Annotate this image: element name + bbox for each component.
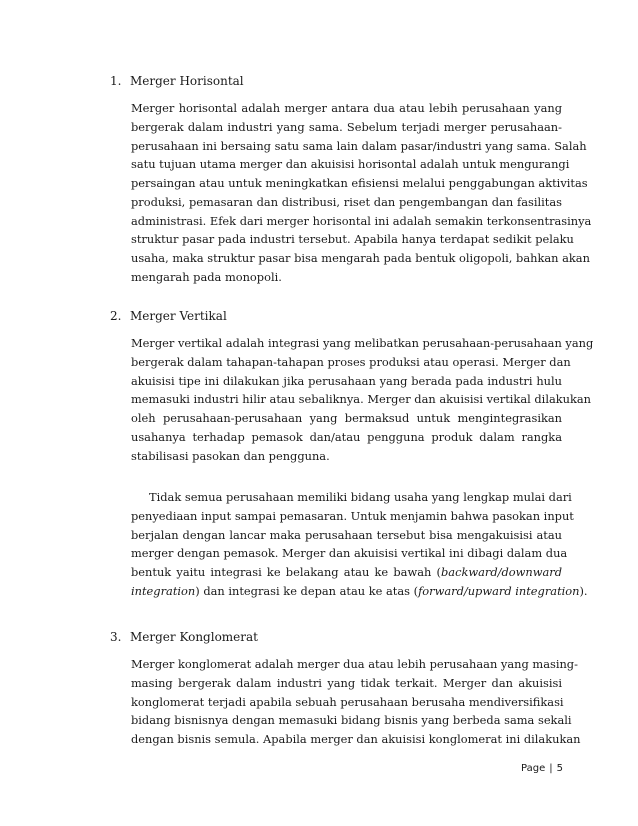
text-line: produksi, pemasaran dan distribusi, riset dan pengembangan dan fasilitas (131, 194, 562, 209)
section-number: 2. (110, 309, 122, 323)
text-line: stabilisasi pasokan dan pengguna. (131, 448, 330, 463)
footer-separator: | (549, 763, 553, 774)
text-line: persaingan atau untuk meningkatkan efisiensi melalui penggabungan aktivitas (131, 176, 588, 190)
text-line (131, 582, 588, 601)
text-line: bergerak dalam tahapan-tahapan proses produksi atau operasi. Merger dan (131, 354, 571, 369)
text-line (131, 563, 562, 582)
text-line: akuisisi tipe ini dilakukan jika perusahaan yang berada pada industri hulu (131, 373, 562, 388)
section-number: 1. (110, 74, 122, 88)
section-number: 3. (110, 630, 122, 644)
text-line: masing bergerak dalam industri yang tidak terkait. Merger dan akuisisi (131, 675, 562, 690)
text-segment: ). (579, 583, 588, 598)
section-title: Merger Konglomerat (130, 630, 258, 644)
page-footer (521, 763, 563, 775)
text-segment: bentuk yaitu integrasi ke belakang atau ke bawah ( (131, 565, 441, 579)
page-number: 5 (556, 763, 563, 774)
section-heading-konglomerat (110, 630, 258, 645)
text-line: penyediaan input sampai pemasaran. Untuk menjamin bahwa pasokan input (131, 508, 574, 523)
text-line: mengarah pada monopoli. (131, 269, 282, 284)
text-line: Merger konglomerat adalah merger dua atau lebih perusahaan yang masing- (131, 657, 578, 671)
text-line: administrasi. Efek dari merger horisontal ini adalah semakin terkonsentrasinya (131, 213, 592, 228)
text-line: memasuki industri hilir atau sebaliknya. Merger dan akuisisi vertikal dilakukan (131, 392, 592, 407)
italic-term: integration (131, 583, 196, 598)
text-line: usahanya terhadap pemasok dan/atau pengguna produk dalam rangka (131, 429, 562, 444)
paragraph-horisontal (131, 99, 592, 287)
text-line: satu tujuan utama merger dan akuisisi horisontal adalah untuk mengurangi (131, 157, 570, 172)
section-title: Merger Horisontal (130, 74, 244, 88)
text-segment: ) dan integrasi ke depan atau ke atas ( (195, 583, 419, 598)
text-line: merger dengan pemasok. Merger dan akuisisi vertikal ini dibagi dalam dua (131, 546, 568, 561)
section-heading-vertikal (110, 309, 227, 324)
text-line: oleh perusahaan-perusahaan yang bermaksud untuk mengintegrasikan (131, 411, 562, 425)
text-line: Merger horisontal adalah merger antara dua atau lebih perusahaan yang (131, 101, 562, 115)
page-label: Page (521, 763, 546, 774)
text-line: perusahaan ini bersaing satu sama lain dalam pasar/industri yang sama. Salah (131, 138, 587, 153)
text-line: bidang bisnisnya dengan memasuki bidang bisnis yang berbeda sama sekali (131, 713, 572, 728)
text-line: struktur pasar pada industri tersebut. Apabila hanya terdapat sedikit pelaku (131, 232, 574, 247)
text-line: dengan bisnis semula. Apabila merger dan akuisisi konglomerat ini dilakukan (131, 732, 581, 746)
text-line: berjalan dengan lancar maka perusahaan tersebut bisa mengakuisisi atau (131, 527, 562, 542)
italic-term: forward/upward integration (418, 583, 580, 598)
paragraph-konglomerat (131, 655, 581, 749)
text-line: Tidak semua perusahaan memiliki bidang usaha yang lengkap mulai dari (149, 490, 572, 504)
text-line: Merger vertikal adalah integrasi yang melibatkan perusahaan-perusahaan yang (131, 336, 594, 350)
section-heading-horisontal (110, 74, 244, 89)
section-title: Merger Vertikal (130, 309, 227, 323)
paragraph-vertikal (131, 334, 594, 465)
text-line: bergerak dalam industri yang sama. Sebelum terjadi merger perusahaan- (131, 119, 562, 134)
text-line: konglomerat terjadi apabila sebuah perusahaan berusaha mendiversifikasi (131, 694, 564, 709)
paragraph-vertikal-continuation (131, 488, 588, 601)
text-line: usaha, maka struktur pasar bisa mengarah pada bentuk oligopoli, bahkan akan (131, 251, 590, 265)
italic-term: backward/downward (441, 565, 562, 579)
